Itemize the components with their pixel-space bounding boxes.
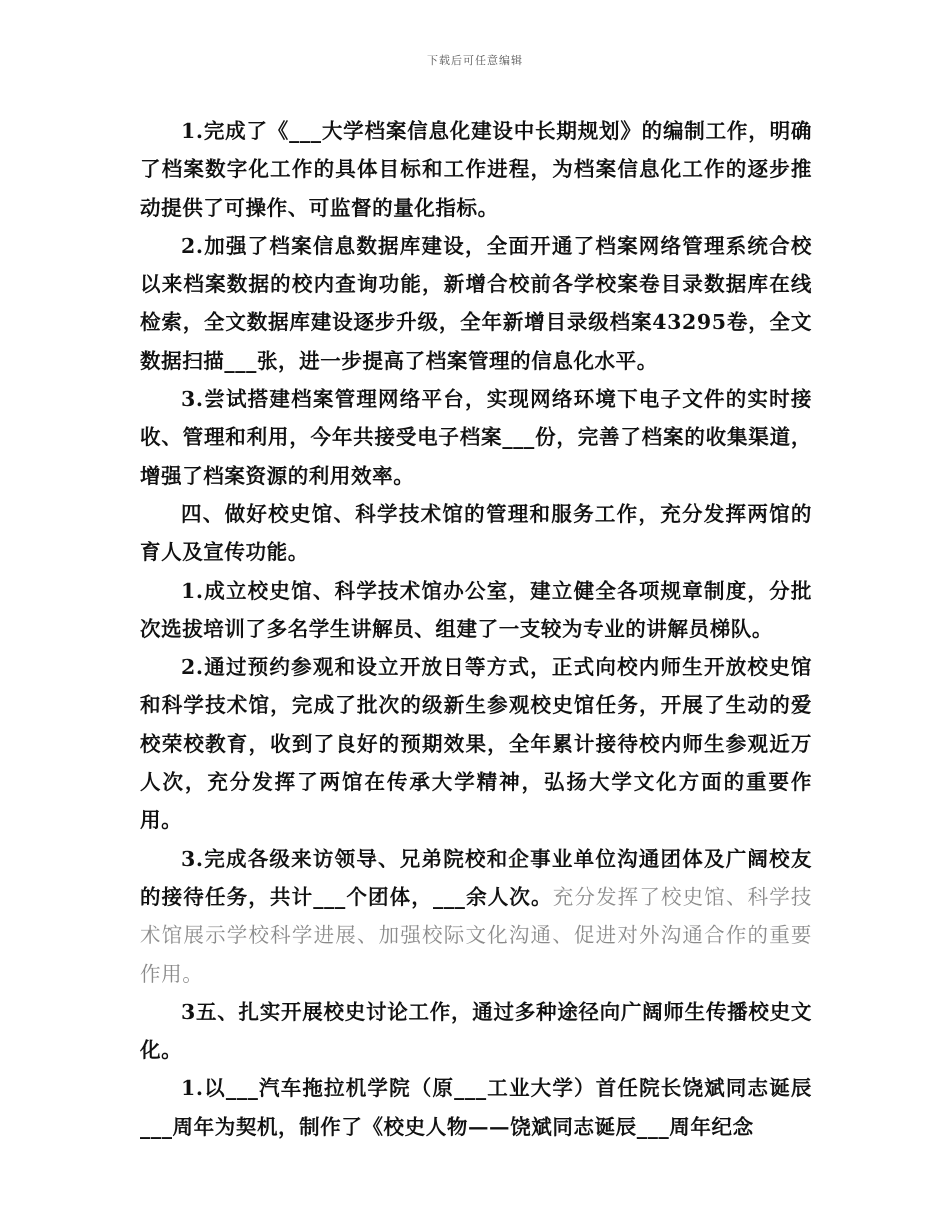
section-heading-4: 四、做好校史馆、科学技术馆的管理和服务工作，充分发挥两馆的育人及宣传功能。 — [140, 501, 812, 565]
paragraph-4-1: 1.成立校史馆、科学技术馆办公室，建立健全各项规章制度，分批次选拔培训了多名学生讲解员、组建了一支较为专业的讲解员梯队。 — [140, 578, 812, 641]
paragraph-4-3 — [140, 840, 812, 993]
paragraph-4-3-gray-text: 充分发挥了校史馆、科学技术馆展示学校科学进展、加强校际文化沟通、促进对外沟通合作的重要作用。 — [140, 884, 813, 986]
section-heading-5: 3五、扎实开展校史讨论工作，通过多种途径向广阔师生传播校史文化。 — [140, 999, 812, 1063]
paragraph-2: 2.加强了档案信息数据库建设，全面开通了档案网络管理系统合校以来档案数据的校内查询功能，新增合校前各学校案卷目录数据库在线检索，全文数据库建设逐步升级，全年新增目录级档案43295卷，全文数据扫描___张，进一步提高了档案管理的信息化水平。 — [140, 233, 812, 373]
paragraph-3: 3.尝试搭建档案管理网络平台，实现网络环境下电子文件的实时接收、管理和利用，今年共接受电子档案___份，完善了档案的收集渠道，增强了档案资源的利用效率。 — [140, 387, 812, 488]
page-header: 下载后可任意编辑 — [427, 54, 523, 67]
paragraph-5-1: 1.以___汽车拖拉机学院（原___工业大学）首任院长饶斌同志诞辰___周年为契机，制作了《校史人物——饶斌同志诞辰___周年纪念 — [140, 1076, 812, 1139]
paragraph-4-2: 2.通过预约参观和设立开放日等方式，正式向校内师生开放校史馆和科学技术馆，完成了批次的级新生参观校史馆任务，开展了生动的爱校荣校教育，收到了良好的预期效果，全年累计接待校内师生参观近万人次，充分发挥了两馆在传承大学精神，弘扬大学文化方面的重要作用。 — [140, 655, 812, 833]
paragraph-1: 1.完成了《___大学档案信息化建设中长期规划》的编制工作，明确了档案数字化工作的具体目标和工作进程，为档案信息化工作的逐步推动提供了可操作、可监督的量化指标。 — [140, 119, 812, 220]
document-body — [140, 112, 812, 1146]
paragraph-4-3-text: 3.完成各级来访领导、兄弟院校和企事业单位沟通团体及广阔校友的接待任务，共计___个团体，___余人次。 — [140, 846, 812, 909]
